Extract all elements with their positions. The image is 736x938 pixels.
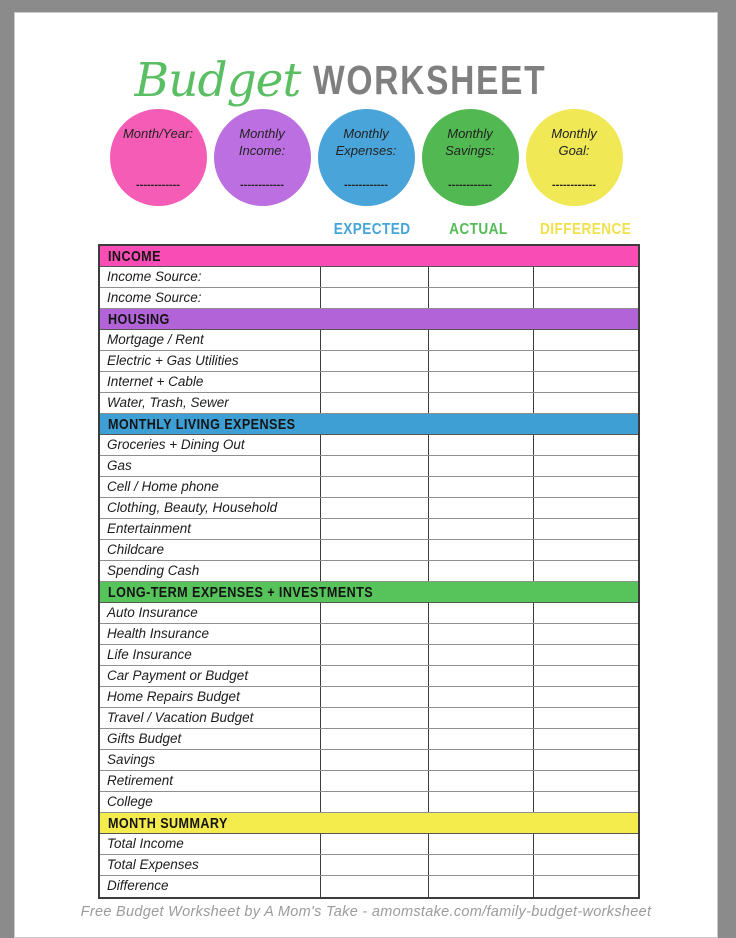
blank-cell-actual bbox=[428, 603, 533, 623]
row-label: Water, Trash, Sewer bbox=[107, 395, 229, 410]
row-label: Health Insurance bbox=[107, 626, 210, 641]
blank-cell-difference bbox=[533, 372, 642, 392]
blank-cell-difference bbox=[533, 792, 642, 812]
blank-cell-actual bbox=[428, 624, 533, 644]
blank-cell-expected bbox=[320, 330, 428, 350]
budget-table bbox=[98, 244, 640, 899]
blank-cell-expected bbox=[320, 687, 428, 707]
blank-cell-actual bbox=[428, 561, 533, 581]
row-label: Retirement bbox=[107, 773, 174, 788]
blank-cell-expected bbox=[320, 624, 428, 644]
summary-circle bbox=[214, 109, 311, 206]
table-row bbox=[100, 792, 638, 813]
row-label: Life Insurance bbox=[107, 647, 192, 662]
row-label: Mortgage / Rent bbox=[107, 332, 204, 347]
title-budget-script: Budget bbox=[134, 53, 301, 108]
circle-label: Monthly Income: bbox=[238, 126, 286, 158]
column-header-difference bbox=[531, 221, 640, 239]
blank-cell-difference bbox=[533, 540, 642, 560]
row-label: Travel / Vacation Budget bbox=[107, 710, 254, 725]
blank-cell-difference bbox=[533, 288, 642, 308]
table-row bbox=[100, 498, 638, 519]
circle-fill-in-line: ------------ bbox=[552, 179, 596, 191]
blank-cell-expected bbox=[320, 372, 428, 392]
summary-circle bbox=[110, 109, 207, 206]
circle-fill-in-line: ------------ bbox=[136, 179, 180, 191]
table-row bbox=[100, 435, 638, 456]
row-label: Savings bbox=[107, 752, 156, 767]
section-header-title: HOUSING bbox=[108, 310, 170, 328]
section-header-title: MONTH SUMMARY bbox=[108, 814, 228, 832]
table-row bbox=[100, 645, 638, 666]
blank-cell-actual bbox=[428, 519, 533, 539]
table-row bbox=[100, 834, 638, 855]
table-row bbox=[100, 666, 638, 687]
blank-cell-actual bbox=[428, 855, 533, 875]
column-header-text: EXPECTED bbox=[333, 221, 411, 238]
table-row bbox=[100, 267, 638, 288]
row-label: Clothing, Beauty, Household bbox=[107, 500, 278, 515]
blank-cell-difference bbox=[533, 351, 642, 371]
table-row bbox=[100, 288, 638, 309]
row-label: Car Payment or Budget bbox=[107, 668, 249, 683]
blank-cell-difference bbox=[533, 624, 642, 644]
summary-circle bbox=[318, 109, 415, 206]
blank-cell-expected bbox=[320, 729, 428, 749]
blank-cell-actual bbox=[428, 834, 533, 854]
blank-cell-difference bbox=[533, 666, 642, 686]
blank-cell-actual bbox=[428, 267, 533, 287]
column-header-text: DIFFERENCE bbox=[539, 221, 632, 238]
blank-cell-difference bbox=[533, 393, 642, 413]
table-row bbox=[100, 855, 638, 876]
blank-cell-difference bbox=[533, 267, 642, 287]
table-row bbox=[100, 771, 638, 792]
blank-cell-difference bbox=[533, 834, 642, 854]
page-title bbox=[15, 13, 717, 107]
table-row bbox=[100, 750, 638, 771]
blank-cell-difference bbox=[533, 708, 642, 728]
blank-cell-difference bbox=[533, 771, 642, 791]
blank-cell-difference bbox=[533, 750, 642, 770]
blank-cell-actual bbox=[428, 351, 533, 371]
blank-cell-actual bbox=[428, 708, 533, 728]
row-label: Gas bbox=[107, 458, 132, 473]
title-worksheet-block: WORKSHEET bbox=[312, 57, 547, 103]
blank-cell-difference bbox=[533, 519, 642, 539]
section-header bbox=[100, 582, 638, 603]
row-label: Internet + Cable bbox=[107, 374, 204, 389]
row-label: Income Source: bbox=[107, 269, 202, 284]
row-label: Cell / Home phone bbox=[107, 479, 219, 494]
circle-fill-in-line: ------------ bbox=[344, 179, 388, 191]
blank-cell-expected bbox=[320, 855, 428, 875]
blank-cell-expected bbox=[320, 771, 428, 791]
blank-cell-difference bbox=[533, 561, 642, 581]
row-label: Difference bbox=[107, 878, 169, 893]
column-header-text: ACTUAL bbox=[449, 221, 508, 238]
table-row bbox=[100, 729, 638, 750]
table-row bbox=[100, 687, 638, 708]
blank-cell-expected bbox=[320, 498, 428, 518]
blank-cell-expected bbox=[320, 288, 428, 308]
circle-label: Month/Year: bbox=[122, 126, 194, 141]
row-label: Electric + Gas Utilities bbox=[107, 353, 239, 368]
circle-label: Monthly Goal: bbox=[551, 126, 597, 158]
blank-cell-actual bbox=[428, 729, 533, 749]
blank-cell-actual bbox=[428, 876, 533, 897]
blank-cell-difference bbox=[533, 687, 642, 707]
blank-cell-expected bbox=[320, 876, 428, 897]
table-row bbox=[100, 519, 638, 540]
table-row bbox=[100, 540, 638, 561]
blank-cell-difference bbox=[533, 876, 642, 897]
blank-cell-actual bbox=[428, 372, 533, 392]
table-row bbox=[100, 393, 638, 414]
row-label: Childcare bbox=[107, 542, 165, 557]
row-label: Auto Insurance bbox=[107, 605, 198, 620]
blank-cell-difference bbox=[533, 435, 642, 455]
blank-cell-difference bbox=[533, 729, 642, 749]
table-row bbox=[100, 624, 638, 645]
blank-cell-expected bbox=[320, 750, 428, 770]
circle-fill-in-line: ------------ bbox=[240, 179, 284, 191]
blank-cell-difference bbox=[533, 477, 642, 497]
worksheet-page bbox=[14, 12, 718, 938]
blank-cell-difference bbox=[533, 855, 642, 875]
footer-credit: Free Budget Worksheet by A Mom's Take - amomstake.com/family-budget-worksheet bbox=[80, 904, 652, 920]
blank-cell-difference bbox=[533, 330, 642, 350]
circle-label: Monthly Expenses: bbox=[335, 126, 397, 158]
table-row bbox=[100, 330, 638, 351]
blank-cell-expected bbox=[320, 519, 428, 539]
blank-cell-expected bbox=[320, 456, 428, 476]
section-header-title: MONTHLY LIVING EXPENSES bbox=[108, 415, 296, 433]
blank-cell-expected bbox=[320, 540, 428, 560]
summary-circle bbox=[526, 109, 623, 206]
blank-cell-difference bbox=[533, 498, 642, 518]
blank-cell-actual bbox=[428, 540, 533, 560]
blank-cell-expected bbox=[320, 792, 428, 812]
blank-cell-expected bbox=[320, 435, 428, 455]
section-header-title: INCOME bbox=[108, 247, 161, 265]
circle-fill-in-line: ------------ bbox=[448, 179, 492, 191]
section-header bbox=[100, 414, 638, 435]
blank-cell-actual bbox=[428, 792, 533, 812]
row-label: Home Repairs Budget bbox=[107, 689, 240, 704]
blank-cell-actual bbox=[428, 477, 533, 497]
table-row bbox=[100, 603, 638, 624]
row-label: Total Expenses bbox=[107, 857, 199, 872]
row-label: College bbox=[107, 794, 153, 809]
row-label: Total Income bbox=[107, 836, 184, 851]
section-header-title: LONG-TERM EXPENSES + INVESTMENTS bbox=[108, 583, 374, 601]
column-header-expected bbox=[318, 221, 426, 239]
summary-circle bbox=[422, 109, 519, 206]
blank-cell-difference bbox=[533, 456, 642, 476]
blank-cell-expected bbox=[320, 834, 428, 854]
row-label: Income Source: bbox=[107, 290, 202, 305]
table-row bbox=[100, 876, 638, 897]
blank-cell-actual bbox=[428, 456, 533, 476]
blank-cell-expected bbox=[320, 645, 428, 665]
blank-cell-expected bbox=[320, 477, 428, 497]
column-headers bbox=[98, 218, 640, 242]
row-label: Spending Cash bbox=[107, 563, 200, 578]
blank-cell-actual bbox=[428, 771, 533, 791]
blank-cell-expected bbox=[320, 708, 428, 728]
column-header-actual bbox=[426, 221, 531, 239]
blank-cell-expected bbox=[320, 393, 428, 413]
blank-cell-expected bbox=[320, 603, 428, 623]
table-row bbox=[100, 351, 638, 372]
blank-cell-expected bbox=[320, 351, 428, 371]
blank-cell-expected bbox=[320, 666, 428, 686]
blank-cell-actual bbox=[428, 750, 533, 770]
table-row bbox=[100, 561, 638, 582]
blank-cell-actual bbox=[428, 687, 533, 707]
blank-cell-expected bbox=[320, 561, 428, 581]
section-header bbox=[100, 309, 638, 330]
blank-cell-difference bbox=[533, 645, 642, 665]
blank-cell-actual bbox=[428, 393, 533, 413]
blank-cell-expected bbox=[320, 267, 428, 287]
blank-cell-actual bbox=[428, 666, 533, 686]
blank-cell-actual bbox=[428, 498, 533, 518]
table-row bbox=[100, 372, 638, 393]
blank-cell-actual bbox=[428, 330, 533, 350]
blank-cell-actual bbox=[428, 645, 533, 665]
row-label: Gifts Budget bbox=[107, 731, 182, 746]
row-label: Groceries + Dining Out bbox=[107, 437, 245, 452]
table-row bbox=[100, 708, 638, 729]
blank-cell-difference bbox=[533, 603, 642, 623]
table-row bbox=[100, 477, 638, 498]
section-header bbox=[100, 246, 638, 267]
blank-cell-actual bbox=[428, 435, 533, 455]
blank-cell-actual bbox=[428, 288, 533, 308]
summary-circles bbox=[15, 109, 717, 206]
section-header bbox=[100, 813, 638, 834]
circle-label: Monthly Savings: bbox=[445, 126, 495, 158]
table-row bbox=[100, 456, 638, 477]
row-label: Entertainment bbox=[107, 521, 192, 536]
